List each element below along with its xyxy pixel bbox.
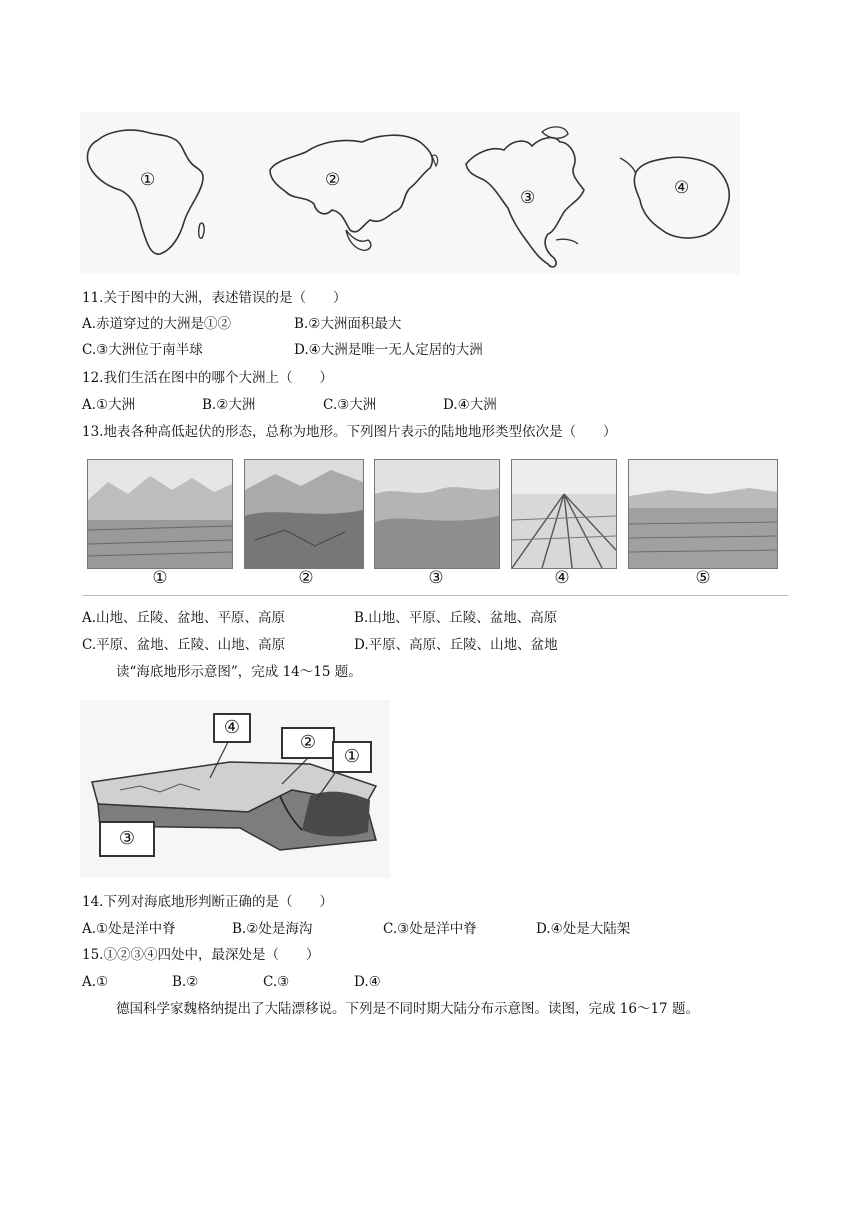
question-15-option-c[interactable]: C.③ (263, 974, 290, 990)
question-11-option-d[interactable]: D.④大洲是唯一无人定居的大洲 (294, 342, 483, 358)
landform-photo-3 (374, 459, 500, 569)
question-14-option-a[interactable]: A.①处是洋中脊 (82, 921, 176, 937)
continent-label-3: ③ (520, 188, 536, 208)
question-11-option-c[interactable]: C.③大洲位于南半球 (82, 342, 203, 358)
question-15-option-a[interactable]: A.① (82, 974, 109, 990)
question-13-option-b[interactable]: B.山地、平原、丘陵、盆地、高原 (354, 610, 558, 626)
continents-figure (80, 112, 740, 274)
intro-16-17: 德国科学家魏格纳提出了大陆漂移说。下列是不同时期大陆分布示意图。读图，完成 16～17 题。 (116, 1001, 699, 1017)
question-13-option-c[interactable]: C.平原、盆地、丘陵、山地、高原 (82, 637, 286, 653)
photo-strip-divider (82, 595, 788, 596)
continents-outline-map (80, 112, 740, 274)
question-14-option-b[interactable]: B.②处是海沟 (232, 921, 313, 937)
seafloor-label-box-2: ② (281, 727, 335, 759)
seafloor-label-box-1: ① (332, 741, 372, 773)
question-13-option-d[interactable]: D.平原、高原、丘陵、山地、盆地 (354, 637, 558, 653)
landform-photo-4 (511, 459, 617, 569)
landform-photo-label-2: ② (298, 568, 314, 588)
question-14-stem: 14.下列对海底地形判断正确的是（ ） (82, 894, 333, 910)
question-12-option-a[interactable]: A.①大洲 (82, 397, 136, 413)
question-15-stem: 15.①②③④四处中，最深处是（ ） (82, 947, 320, 963)
question-12-option-d[interactable]: D.④大洲 (443, 397, 497, 413)
question-13-option-a[interactable]: A.山地、丘陵、盆地、平原、高原 (82, 610, 286, 626)
landform-photo-label-4: ④ (554, 568, 570, 588)
landform-photo-2 (244, 459, 364, 569)
intro-14-15: 读“海底地形示意图”，完成 14～15 题。 (116, 664, 362, 680)
landform-photo-label-3: ③ (428, 568, 444, 588)
seafloor-label-box-4: ④ (213, 713, 251, 743)
landform-photo-5 (628, 459, 778, 569)
question-12-stem: 12.我们生活在图中的哪个大洲上（ ） (82, 370, 333, 386)
question-15-option-b[interactable]: B.② (172, 974, 199, 990)
landform-photo-label-5: ⑤ (695, 568, 711, 588)
question-14-option-d[interactable]: D.④处是大陆架 (536, 921, 631, 937)
continent-label-1: ① (140, 170, 156, 190)
seafloor-diagram (80, 700, 390, 878)
question-12-option-b[interactable]: B.②大洲 (202, 397, 256, 413)
continent-label-4: ④ (674, 178, 690, 198)
question-14-option-c[interactable]: C.③处是洋中脊 (383, 921, 477, 937)
continent-label-2: ② (325, 170, 341, 190)
question-15-option-d[interactable]: D.④ (354, 974, 381, 990)
landform-photo-label-1: ① (152, 568, 168, 588)
landform-photo-1 (87, 459, 233, 569)
seafloor-label-box-3: ③ (99, 821, 155, 857)
question-11-option-a[interactable]: A.赤道穿过的大洲是①② (82, 316, 232, 332)
question-13-stem: 13.地表各种高低起伏的形态，总称为地形。下列图片表示的陆地地形类型依次是（ ） (82, 424, 617, 440)
question-11-stem: 11.关于图中的大洲，表述错误的是（ ） (82, 290, 347, 306)
question-11-option-b[interactable]: B.②大洲面积最大 (294, 316, 402, 332)
question-12-option-c[interactable]: C.③大洲 (323, 397, 377, 413)
